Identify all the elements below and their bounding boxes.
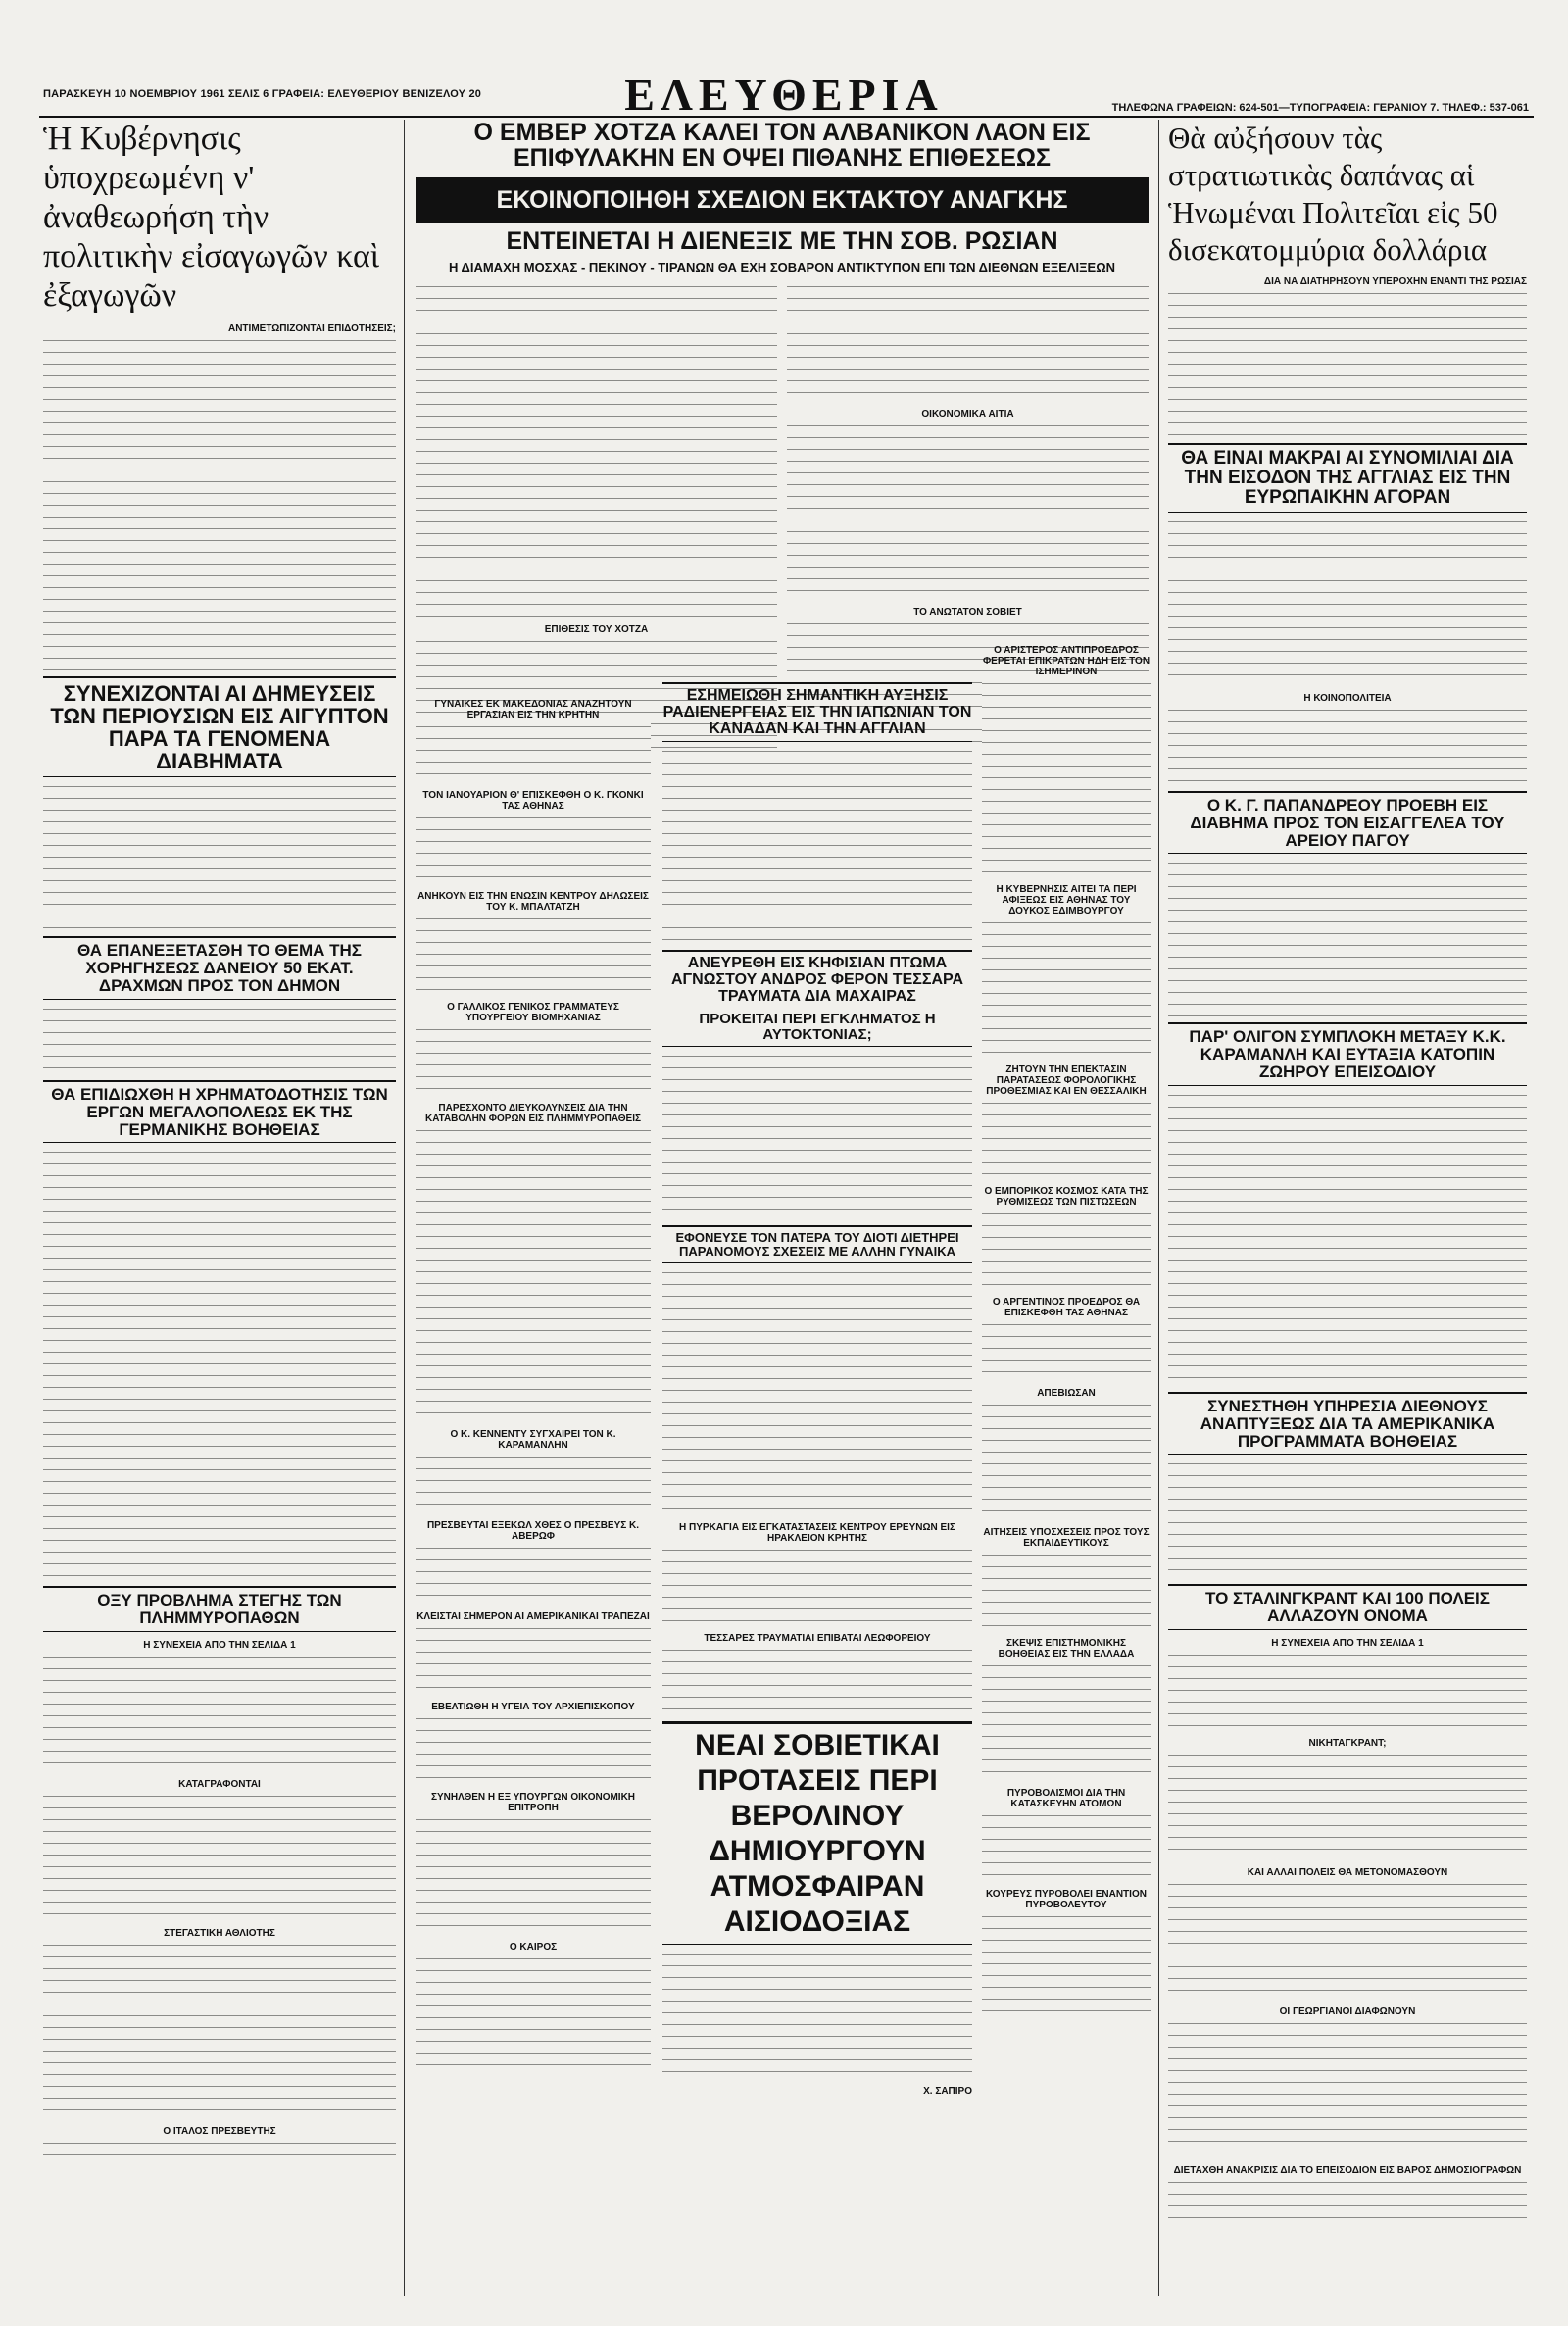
article-text-block [1168,1460,1527,1578]
article-text-block [982,680,1151,876]
article-text-block [1168,519,1527,685]
short-headline: ΓΥΝΑΙΚΕΣ ΕΚ ΜΑΚΕΔΟΝΙΑΣ ΑΝΑΖΗΤΟΥΝ ΕΡΓΑΣΙΑΝ ΕΙΣ ΤΗΝ ΚΡΗΤΗΝ [434,699,632,720]
article-text-block [43,783,396,930]
headline: ΘΑ ΕΠΙΔΙΩΧΘΗ Η ΧΡΗΜΑΤΟΔΟΤΗΣΙΣ ΤΩΝ ΕΡΓΩΝ ΜΕΓΑΛΟΠΟΛΕΩΣ ΕΚ ΤΗΣ ΓΕΡΜΑΝΙΚΗΣ ΒΟΗΘΕΙΑΣ [51,1084,388,1139]
article-text-block [416,1454,651,1512]
headline: ΘΑ ΕΙΝΑΙ ΜΑΚΡΑΙ ΑΙ ΣΥΝΟΜΙΛΙΑΙ ΔΙΑ ΤΗΝ ΕΙΣΟΔΟΝ ΤΗΣ ΑΓΓΛΙΑΣ ΕΙΣ ΤΗΝ ΕΥΡΩΠΑΙΚΗΝ ΑΓΟΡΑΝ [1181,448,1514,508]
article-text-block [982,1812,1151,1881]
short-headline: ΚΟΥΡΕΥΣ ΠΥΡΟΒΟΛΕΙ ΕΝΑΝΤΙΟΝ ΠΥΡΟΒΟΛΕΥΤΟΥ [986,1889,1147,1910]
newspaper-masthead: ΕΛΕΥΘΕΡΙΑ [624,70,944,120]
subhead: Ο ΙΤΑΛΟΣ ΠΡΕΣΒΕΥΤΗΣ [163,2126,276,2138]
right-column [1168,120,1527,2221]
column-divider [404,120,405,2296]
subhead: ΟΙΚΟΝΟΜΙΚΑ ΑΙΤΙΑ [921,409,1014,420]
kicker: ΔΙΑ ΝΑ ΔΙΑΤΗΡΗΣΟΥΝ ΥΠΕΡΟΧΗΝ ΕΝΑΝΤΙ ΤΗΣ ΡΩΣΙΑΣ [1263,276,1527,287]
subhead: Η ΚΟΙΝΟΠΟΛΙΤΕΙΑ [1303,692,1392,704]
short-news-column [416,691,651,2076]
article-text-block [416,815,651,883]
phone-line: ΤΗΛΕΦΩΝΑ ΓΡΑΦΕΙΩΝ: 624-501—ΤΥΠΟΓΡΑΦΕΙΑ: ΓΕΡΑΝΙΟΥ 7. ΤΗΛΕΦ.: 537-061 [1111,102,1529,114]
main-headline: Ο ΕΜΒΕΡ ΧΟΤΖΑ ΚΑΛΕΙ ΤΟΝ ΑΛΒΑΝΙΚΟΝ ΛΑΟΝ ΕΙΣ ΕΠΙΦΥΛΑΚΗΝ ΕΝ ΟΨΕΙ ΠΙΘΑΝΗΣ ΕΠΙΘΕΣΕΩΣ [473,119,1091,173]
article-text-block [43,1793,396,1920]
article-text-block [416,1545,651,1604]
short-headline: ΠΥΡΟΒΟΛΙΣΜΟΙ ΔΙΑ ΤΗΝ ΚΑΤΑΣΚΕΥΗΝ ΑΤΟΜΩΝ [1006,1788,1126,1809]
headline: ΟΞΥ ΠΡΟΒΛΗΜΑ ΣΤΕΓΗΣ ΤΩΝ ΠΛΗΜΜΥΡΟΠΑΘΩΝ [97,1591,342,1628]
left-column [43,120,396,2162]
headline: ΘΑ ΕΠΑΝΕΞΕΤΑΣΘΗ ΤΟ ΘΕΜΑ ΤΗΣ ΧΟΡΗΓΗΣΕΩΣ ΔΑΝΕΙΟΥ 50 ΕΚΑΤ. ΔΡΑΧΜΩΝ ΠΡΟΣ ΤΟΝ ΔΗΜΟΝ [77,941,362,996]
byline: Χ. ΣΑΠΙΡΟ [923,2085,972,2097]
article-text-block [416,283,777,617]
short-headline: Η ΚΥΒΕΡΝΗΣΙΣ ΑΙΤΕΙ ΤΑ ΠΕΡΙ ΑΦΙΞΕΩΣ ΕΙΣ ΑΘΗΝΑΣ ΤΟΥ ΔΟΥΚΟΣ ΕΔΙΜΒΟΥΡΓΟΥ [996,884,1137,916]
lead-headline-left: Ἡ Κυβέρνησις ὑποχρεωμένη ν' ἀναθεωρήση τὴν πολιτικὴν εἰσαγωγῶν καὶ ἐξαγωγῶν [43,121,380,314]
article-text-block [982,1552,1151,1630]
headline: ΤΟ ΣΤΑΛΙΝΓΚΡΑΝΤ ΚΑΙ 100 ΠΟΛΕΙΣ ΑΛΛΑΖΟΥΝ ΟΝΟΜΑ [1205,1589,1490,1626]
feature-column [662,676,972,2099]
subhead: ΚΑΙ ΑΛΛΑΙ ΠΟΛΕΙΣ ΘΑ ΜΕΤΟΝΟΜΑΣΘΟΥΝ [1247,1867,1448,1879]
short-headline: ΤΟΝ ΙΑΝΟΥΑΡΙΟΝ Θ' ΕΠΙΣΚΕΦΘΗ Ο Κ. ΓΚΟΝΚΙ ΤΑΣ ΑΘΗΝΑΣ [422,790,644,812]
article-text-block [787,422,1149,599]
headline-secondary: ΠΡΟΚΕΙΤΑΙ ΠΕΡΙ ΕΓΚΛΗΜΑΤΟΣ Η ΑΥΤΟΚΤΟΝΙΑΣ; [699,1010,936,1043]
kicker: ΑΝΤΙΜΕΤΩΠΙΖΟΝΤΑΙ ΕΠΙΔΟΤΗΣΕΙΣ; [227,323,396,334]
article-text-block [416,1127,651,1421]
article-text-block [416,1026,651,1095]
headline: ΕΣΗΜΕΙΩΘΗ ΣΗΜΑΝΤΙΚΗ ΑΥΞΗΣΙΣ ΡΑΔΙΕΝΕΡΓΕΙΑΣ ΕΙΣ ΤΗΝ ΙΑΠΩΝΙΑΝ ΤΟΝ ΚΑΝΑΔΑΝ ΚΑΙ ΤΗΝ ΑΓΓΛΙΑΝ [662,687,972,737]
short-headline: Ο ΓΑΛΛΙΚΟΣ ΓΕΝΙΚΟΣ ΓΡΑΜΜΑΤΕΥΣ ΥΠΟΥΡΓΕΙΟΥ ΒΙΟΜΗΧΑΝΙΑΣ [447,1002,619,1023]
subhead: ΟΙ ΓΕΩΡΓΙΑΝΟΙ ΔΙΑΦΩΝΟΥΝ [1279,2006,1416,2018]
article-text-block [982,1913,1151,2011]
article-text-block [1168,2020,1527,2157]
main-subheadline: ΕΝΤΕΙΝΕΤΑΙ Η ΔΙΕΝΕΞΙΣ ΜΕ ΤΗΝ ΣΟΒ. ΡΩΣΙΑΝ [506,226,1058,255]
article-text-block [416,1816,651,1934]
short-headline: ΑΙΤΗΣΕΙΣ ΥΠΟΣΧΕΣΕΙΣ ΠΡΟΣ ΤΟΥΣ ΕΚΠΑΙΔΕΥΤΙΚΟΥΣ [983,1527,1150,1549]
headline: ΕΦΟΝΕΥΣΕ ΤΟΝ ΠΑΤΕΡΑ ΤΟΥ ΔΙΟΤΙ ΔΙΕΤΗΡΕΙ ΠΑΡΑΝΟΜΟΥΣ ΣΧΕΣΕΙΣ ΜΕ ΑΛΛΗΝ ΓΥΝΑΙΚΑ [675,1230,959,1259]
article-text-block [43,1942,396,2118]
article-text-block [1168,1092,1527,1386]
article-text-block [1168,290,1527,437]
short-headline: ΣΥΝΗΛΘΕΝ Η ΕΞ ΥΠΟΥΡΓΩΝ ΟΙΚΟΝΟΜΙΚΗ ΕΠΙΤΡΟΠΗ [430,1792,636,1813]
article-text-block [662,1547,972,1625]
article-text-block [1168,2179,1527,2218]
article-text-block [982,1402,1151,1519]
column-divider [1158,120,1159,2296]
article-text-block [982,919,1151,1057]
short-headline: ΚΛΕΙΣΤΑΙ ΣΗΜΕΡΟΝ ΑΙ ΑΜΕΡΙΚΑΝΙΚΑΙ ΤΡΑΠΕΖΑΙ [416,1611,650,1622]
article-text-block [1168,860,1527,1016]
article-text-block [982,1211,1151,1289]
article-text-block [662,748,972,944]
subhead: ΤΟ ΑΝΩΤΑΤΟΝ ΣΟΒΙΕΤ [913,607,1022,618]
short-headline: Ο ΚΑΙΡΟΣ [509,1942,558,1953]
article-text-block [416,1955,651,2073]
headline: ΠΑΡ' ΟΛΙΓΟΝ ΣΥΜΠΛΟΚΗ ΜΕΤΑΞΥ Κ.Κ. ΚΑΡΑΜΑΝΛΗ ΚΑΙ ΕΥΤΑΞΙΑ ΚΑΤΟΠΙΝ ΖΩΗΡΟΥ ΕΠΕΙΣΟΔΙΟΥ [1189,1027,1506,1082]
short-headline: ΣΚΕΨΙΣ ΕΠΙΣΤΗΜΟΝΙΚΗΣ ΒΟΗΘΕΙΑΣ ΕΙΣ ΤΗΝ ΕΛΛΑΔΑ [998,1638,1135,1659]
article-text-block [43,1006,396,1074]
short-headline: ΤΕΣΣΑΡΕΣ ΤΡΑΥΜΑΤΙΑΙ ΕΠΙΒΑΤΑΙ ΛΕΩΦΟΡΕΙΟΥ [704,1632,931,1644]
article-text-block [416,1715,651,1784]
article-text-block [43,1149,396,1580]
article-text-block [982,1321,1151,1380]
article-text-block [1168,1652,1527,1730]
short-headline: ΕΒΕΛΤΙΩΘΗ Η ΥΓΕΙΑ ΤΟΥ ΑΡΧΙΕΠΙΣΚΟΠΟΥ [431,1702,635,1712]
headline: ΣΥΝΕΣΤΗΘΗ ΥΠΗΡΕΣΙΑ ΔΙΕΘΝΟΥΣ ΑΝΑΠΤΥΞΕΩΣ ΔΙΑ ΤΑ ΑΜΕΡΙΚΑΝΙΚΑ ΠΡΟΓΡΑΜΜΑΤΑ ΒΟΗΘΕΙΑΣ [1200,1396,1495,1451]
article-text-block [43,2140,396,2159]
article-text-block [1168,1752,1527,1859]
subhead: ΝΙΚΗΤΑΓΚΡΑΝΤ; [1308,1738,1387,1750]
headline: Ο Κ. Γ. ΠΑΠΑΝΔΡΕΟΥ ΠΡΟΕΒΗ ΕΙΣ ΔΙΑΒΗΜΑ ΠΡΟΣ ΤΟΝ ΕΙΣΑΓΓΕΛΕΑ ΤΟΥ ΑΡΕΙΟΥ ΠΑΓΟΥ [1190,795,1505,850]
article-text-block [43,337,396,670]
short-headline: ΠΡΕΣΒΕΥΤΑΙ ΕΞΕΚΩΛ ΧΘΕΣ Ο ΠΡΕΣΒΕΥΣ Κ. ΑΒΕΡΩΦ [426,1520,640,1542]
short-headline: Η ΠΥΡΚΑΓΙΑ ΕΙΣ ΕΓΚΑΤΑΣΤΑΣΕΙΣ ΚΕΝΤΡΟΥ ΕΡΕΥΝΩΝ ΕΙΣ ΗΡΑΚΛΕΙΟΝ ΚΡΗΤΗΣ [679,1521,956,1544]
subhead: ΣΤΕΓΑΣΤΙΚΗ ΑΘΛΙΟΤΗΣ [164,1928,275,1940]
article-text-block [662,1647,972,1715]
article-text-block [787,283,1149,401]
article-text-block [662,1269,972,1514]
short-headline: Ο ΕΜΠΟΡΙΚΟΣ ΚΟΣΜΟΣ ΚΑΤΑ ΤΗΣ ΡΥΘΜΙΣΕΩΣ ΤΩΝ ΠΙΣΤΩΣΕΩΝ [984,1186,1149,1208]
subhead: ΚΑΤΑΓΡΑΦΟΝΤΑΙ [178,1779,261,1791]
main-headline-inverted: ΕΚΟΙΝΟΠΟΙΗΘΗ ΣΧΕΔΙΟΝ ΕΚΤΑΚΤΟΥ ΑΝΑΓΚΗΣ [416,177,1149,223]
article-text-block [416,916,651,994]
mid-right-column [982,637,1151,2014]
article-text-block [662,1951,972,2078]
article-text-block [43,1654,396,1771]
short-headline: Ο Κ. ΚΕΝΝΕΝΤΥ ΣΥΓΧΑΙΡΕΙ ΤΟΝ Κ. ΚΑΡΑΜΑΝΛΗΝ [450,1429,616,1451]
subhead: ΕΠΙΘΕΣΙΣ ΤΟΥ ΧΟΤΖΑ [544,624,649,635]
short-headline: ΠΑΡΕΣΧΟΝΤΟ ΔΙΕΥΚΟΛΥΝΣΕΙΣ ΔΙΑ ΤΗΝ ΚΑΤΑΒΟΛΗΝ ΦΟΡΩΝ ΕΙΣ ΠΛΗΜΜΥΡΟΠΑΘΕΙΣ [424,1103,642,1124]
continuation-label: Η ΣΥΝΕΧΕΙΑ ΑΠΟ ΤΗΝ ΣΕΛΙΔΑ 1 [143,1640,296,1652]
banner-headline: ΝΕΑΙ ΣΟΒΙΕΤΙΚΑΙ ΠΡΟΤΑΣΕΙΣ ΠΕΡΙ ΒΕΡΟΛΙΝΟΥ ΔΗΜΙΟΥΡΓΟΥΝ ΑΤΜΟΣΦΑΙΡΑΝ ΑΙΣΙΟΔΟΞΙΑΣ [695,1728,940,1938]
article-text-block [662,1053,972,1219]
headline: ΑΝΕΥΡΕΘΗ ΕΙΣ ΚΗΦΙΣΙΑΝ ΠΤΩΜΑ ΑΓΝΩΣΤΟΥ ΑΝΔΡΟΣ ΦΕΡΟΝ ΤΕΣΣΑΡΑ ΤΡΑΥΜΑΤΑ ΔΙΑ ΜΑΧΑΙΡΑΣ [670,955,964,1005]
short-headline: Ο ΑΡΓΕΝΤΙΝΟΣ ΠΡΟΕΔΡΟΣ ΘΑ ΕΠΙΣΚΕΦΘΗ ΤΑΣ ΑΘΗΝΑΣ [992,1297,1141,1318]
article-text-block [1168,1881,1527,1999]
short-headline: ΑΠΕΒΙΩΣΑΝ [1037,1388,1096,1399]
dateline: ΠΑΡΑΣΚΕΥΗ 10 ΝΟΕΜΒΡΙΟΥ 1961 ΣΕΛΙΣ 6 ΓΡΑΦΕΙΑ: ΕΛΕΥΘΕΡΙΟΥ ΒΕΝΙΖΕΛΟΥ 20 [43,88,482,100]
masthead-rule [39,116,1534,118]
article-text-block [1168,707,1527,785]
article-text-block [416,723,651,782]
headline: ΣΥΝΕΧΙΖΟΝΤΑΙ ΑΙ ΔΗΜΕΥΣΕΙΣ ΤΩΝ ΠΕΡΙΟΥΣΙΩΝ ΕΙΣ ΑΙΓΥΠΤΟΝ ΠΑΡΑ ΤΑ ΓΕΝΟΜΕΝΑ ΔΙΑΒΗΜΑΤΑ [50,681,389,774]
subhead: ΔΙΕΤΑΧΘΗ ΑΝΑΚΡΙΣΙΣ ΔΙΑ ΤΟ ΕΠΕΙΣΟΔΙΟΝ ΕΙΣ ΒΑΡΟΣ ΔΗΜΟΣΙΟΓΡΑΦΩΝ [1173,2165,1522,2177]
short-headline: ΖΗΤΟΥΝ ΤΗΝ ΕΠΕΚΤΑΣΙΝ ΠΑΡΑΤΑΣΕΩΣ ΦΟΡΟΛΟΓΙΚΗΣ ΠΡΟΘΕΣΜΙΑΣ ΚΑΙ ΕΝ ΘΕΣΣΑΛΙΚΗ [986,1064,1147,1097]
article-text-block [416,1625,651,1694]
continuation-label: Η ΣΥΝΕΧΕΙΑ ΑΠΟ ΤΗΝ ΣΕΛΙΔΑ 1 [1271,1638,1424,1650]
short-headline: ΑΝΗΚΟΥΝ ΕΙΣ ΤΗΝ ΕΝΩΣΙΝ ΚΕΝΤΡΟΥ ΔΗΛΩΣΕΙΣ ΤΟΥ Κ. ΜΠΑΛΤΑΤΖΗ [417,891,649,913]
article-text-block [982,1662,1151,1780]
deck: Η ΔΙΑΜΑΧΗ ΜΟΣΧΑΣ - ΠΕΚΙΝΟΥ - ΤΙΡΑΝΩΝ ΘΑ ΕΧΗ ΣΟΒΑΡΟΝ ΑΝΤΙΚΤΥΠΟΝ ΕΠΙ ΤΩΝ ΔΙΕΘΝΩΝ ΕΞΕΛΙΞΕΩΝ [448,260,1116,274]
short-headline: Ο ΑΡΙΣΤΕΡΟΣ ΑΝΤΙΠΡΟΕΔΡΟΣ ΦΕΡΕΤΑΙ ΕΠΙΚΡΑΤΩΝ ΗΔΗ ΕΙΣ ΤΟΝ ΙΣΗΜΕΡΙΝΟΝ [982,645,1151,677]
lead-headline-right: Θὰ αὐξήσουν τὰς στρατιωτικὰς δαπάνας αἱ Ἡνωμέναι Πολιτεῖαι εἰς 50 δισεκατομμύρια δολλάρια [1168,121,1498,267]
article-text-block [982,1100,1151,1178]
